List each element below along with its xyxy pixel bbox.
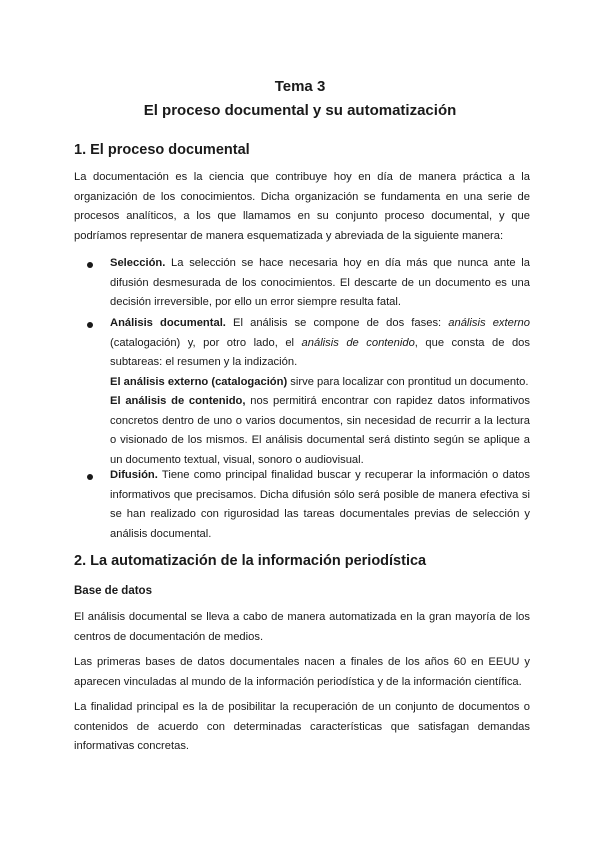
bullet-term: Selección.	[110, 257, 166, 269]
bullet-term: Difusión.	[110, 469, 158, 481]
bullet-dot	[87, 474, 93, 480]
sub-term: El análisis de contenido,	[110, 395, 246, 407]
sub-text: nos permitirá encontrar con rapidez datos informativos concretos dentro de uno o varios documentos, sin necesidad de recurrir a la lectura o visionado de los mismos. El análisis documental será distinto según se aplique a un documento textual, visual, sonoro o audiovisual.	[110, 395, 530, 466]
bullet-text: (catalogación) y, por otro lado, el	[110, 336, 302, 349]
italic-term: análisis externo	[448, 317, 531, 329]
sub-term: El análisis externo (catalogación)	[110, 375, 288, 388]
section-2-heading: 2. La automatización de la información periodística	[74, 553, 427, 569]
sub-text: sirve para localizar con prontitud un documento.	[287, 375, 529, 388]
section-1-heading: 1. El proceso documental	[74, 142, 250, 158]
section-2-paragraph: La finalidad principal es la de posibilitar la recuperación de un conjunto de documentos o contenidos de acuerdo con determinadas características que satisfagan demandas informativas concretas.	[74, 701, 530, 752]
section-2-paragraph: Las primeras bases de datos documentales nacen a finales de los años 60 en EEUU y aparecen vinculadas al mundo de la información periodística y de la información científica.	[74, 656, 530, 688]
bullet-text: El análisis se compone de dos fases:	[225, 317, 449, 329]
bullet-term: Análisis documental.	[110, 317, 226, 329]
section-2-paragraph: El análisis documental se lleva a cabo de manera automatizada en la gran mayoría de los centros de documentación de medios.	[74, 611, 530, 643]
bullet-text: Tiene como principal finalidad buscar y recuperar la información o datos informativos que precisamos. Dicha difusión sólo será posible de manera efectiva si se han realizado con rigurosidad las tareas documentales previas de selección y análisis documental.	[110, 469, 530, 540]
bullet-analisis	[110, 314, 530, 470]
title-block	[0, 77, 600, 120]
italic-term: análisis de contenido	[301, 336, 415, 349]
bullet-difusion	[110, 466, 530, 544]
bullet-seleccion	[110, 254, 530, 313]
section-1-intro: La documentación es la ciencia que contribuye hoy en día de manera práctica a la organización de los conocimientos. Dicha organización se fundamenta en una serie de procesos analíticos, a los que llamamos en su conjunto proceso documental, y que podríamos representar de manera esquematizada y abreviada de la siguiente manera:	[74, 171, 530, 242]
bullet-dot	[87, 322, 93, 328]
page-title: El proceso documental y su automatización	[143, 102, 457, 119]
bullet-text: , que consta de dos subtareas: el resumen y la indización.	[110, 336, 530, 368]
topic-number: Tema 3	[274, 78, 326, 95]
section-2-subheading: Base de datos	[74, 585, 152, 597]
bullet-text: La selección se hace necesaria hoy en día más que nunca ante la difusión desmesurada de los conocimientos. El descarte de un documento es una decisión irreversible, por ello un error siempre resulta fatal.	[110, 257, 530, 308]
bullet-dot	[87, 262, 93, 268]
